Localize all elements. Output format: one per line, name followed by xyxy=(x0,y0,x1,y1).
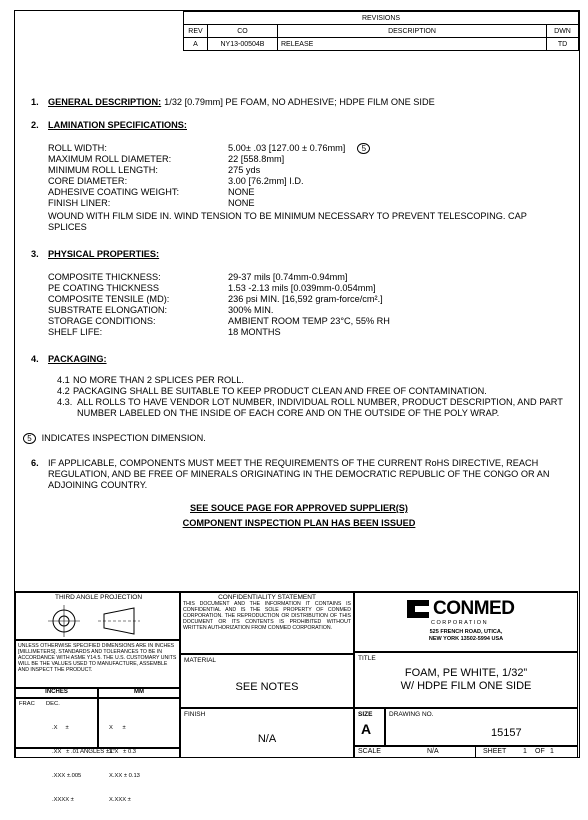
sheet-total: 1 xyxy=(550,748,554,755)
conmed-logo xyxy=(405,598,514,620)
spec-key: SUBSTRATE ELONGATION: xyxy=(48,305,168,315)
section-compliance xyxy=(31,458,567,491)
spec-row xyxy=(48,272,567,283)
spec-value: 5.00± .03 [127.00 ± 0.76mm] xyxy=(228,143,346,153)
spec-key: ROLL WIDTH: xyxy=(48,143,107,153)
address-line: 525 FRENCH ROAD, UTICA, xyxy=(429,629,503,635)
part-title: FOAM, PE WHITE, 1/32” xyxy=(404,667,528,679)
drawing-number-label: DRAWING NO. xyxy=(389,711,434,718)
co-cell: NY13-00504B xyxy=(208,38,278,51)
sheet-number: 1 xyxy=(523,748,527,755)
spec-row xyxy=(48,316,567,327)
part-title: W/ HDPE FILM ONE SIDE xyxy=(400,680,532,692)
item-number: 4.1 xyxy=(57,375,70,385)
revisions-table xyxy=(183,11,579,51)
spec-value: 300% MIN. xyxy=(228,305,274,315)
drawing-number-cell xyxy=(385,708,578,746)
spec-key: SHELF LIFE: xyxy=(48,327,103,337)
description-cell: RELEASE xyxy=(278,38,547,51)
spec-key: COMPOSITE THICKNESS: xyxy=(48,272,161,282)
rev-header: REV xyxy=(184,25,208,38)
scale-sheet-row xyxy=(354,746,578,758)
spec-value: AMBIENT ROOM TEMP 23°C, 55% RH xyxy=(228,316,390,326)
sheet-label: SHEET xyxy=(483,748,507,755)
scale-label: SCALE xyxy=(358,748,381,755)
drawing-number: 15157 xyxy=(491,727,522,739)
section-text: 1/32 [0.79mm] PE FOAM, NO ADHESIVE; HDPE FILM ONE SIDE xyxy=(164,97,435,107)
legend-text: INDICATES INSPECTION DIMENSION. xyxy=(41,433,206,443)
angles-tolerance: ANGLES ±1° xyxy=(15,748,180,758)
spec-key: MINIMUM ROLL LENGTH: xyxy=(48,165,158,175)
scale-value: N/A xyxy=(427,748,439,755)
confidentiality-cell xyxy=(180,592,354,654)
notes-body xyxy=(27,97,567,529)
spec-key: FINISH LINER: xyxy=(48,198,111,208)
spec-value: NONE xyxy=(228,198,255,208)
section-packaging xyxy=(31,354,567,419)
inches-header: INCHES xyxy=(15,688,98,698)
tolerance-value: .XXXX ± xyxy=(52,797,74,803)
title-cell xyxy=(354,652,578,708)
section-number: 2. xyxy=(31,120,39,130)
spec-row xyxy=(48,305,567,316)
dwn-header: DWN xyxy=(547,25,579,38)
projection-label: THIRD ANGLE PROJECTION xyxy=(54,594,143,601)
tolerance-value: .XX ± .01 xyxy=(52,749,80,755)
spec-row xyxy=(48,165,567,176)
logo-subtitle: CORPORATION xyxy=(431,620,489,626)
section-title: PHYSICAL PROPERTIES: xyxy=(48,249,160,259)
spec-row xyxy=(48,143,567,154)
title-block xyxy=(15,591,578,803)
description-header: DESCRIPTION xyxy=(278,25,547,38)
title-label: TITLE xyxy=(358,655,376,662)
spec-value: 29-37 mils [0.74mm-0.94mm] xyxy=(228,272,348,282)
projection-cell xyxy=(15,592,180,640)
spec-row xyxy=(48,283,567,294)
confidentiality-text: THIS DOCUMENT AND THE INFORMATION IT CONTAINS IS CONFIDENTIAL AND IS THE SOLE PROPERTY OF CONMED CORPORATION. THE REPRODUCTION OR DISTRIBUTION OF THIS DOCUMENT OR ITS CONTENTS IS PROHIBITED WITHOUT WRITTEN AUTHORIZATION FROM CONMED CORPORATION. xyxy=(183,601,351,631)
item-number: 4.2 xyxy=(57,386,70,396)
spec-key: COMPOSITE TENSILE (MD): xyxy=(48,294,170,304)
mm-tolerances xyxy=(98,698,180,803)
item-text: NO MORE THAN 2 SPLICES PER ROLL. xyxy=(73,375,244,385)
tolerance-value: .X ± xyxy=(52,725,69,731)
rev-cell: A xyxy=(184,38,208,51)
dec-label: DEC. xyxy=(46,701,60,707)
size-value: A xyxy=(361,721,372,737)
spec-value: 22 [558.8mm] xyxy=(228,154,285,164)
section-number: 1. xyxy=(31,97,39,107)
section-title: PACKAGING: xyxy=(48,354,107,364)
company-cell xyxy=(354,592,578,652)
material-cell xyxy=(180,654,354,708)
dwn-cell: TD xyxy=(547,38,579,51)
revisions-title: REVISIONS xyxy=(184,12,579,25)
spec-key: ADHESIVE COATING WEIGHT: xyxy=(48,187,180,197)
mm-header: MM xyxy=(98,688,180,698)
tolerance-value: X.XXX ± xyxy=(109,797,131,803)
spec-key: MAXIMUM ROLL DIAMETER: xyxy=(48,154,172,164)
logo-text: CONMED xyxy=(433,598,515,619)
co-header: CO xyxy=(208,25,278,38)
section-lamination xyxy=(31,120,567,233)
frac-label: FRAC xyxy=(19,701,35,707)
spec-row xyxy=(48,327,567,338)
finish-label: FINISH xyxy=(184,711,206,718)
address-line: NEW YORK 13502-5994 USA xyxy=(428,636,504,642)
spec-value: NONE xyxy=(228,187,255,197)
tolerance-value: .XXX ±.005 xyxy=(52,773,82,779)
section-number: 4. xyxy=(31,354,39,364)
confidentiality-title: CONFIDENTIALITY STATEMENT xyxy=(218,594,316,601)
table-row xyxy=(184,38,579,51)
tolerance-value: X.XX ± 0.13 xyxy=(109,773,140,779)
size-label: SIZE xyxy=(358,711,373,718)
list-item xyxy=(57,375,567,386)
third-angle-projection-icon xyxy=(46,603,166,639)
tolerance-value: X ± xyxy=(109,725,126,731)
item-text: ALL ROLLS TO HAVE VENDOR LOT NUMBER, INDIVIDUAL ROLL NUMBER, PRODUCT DESCRIPTION, AND PART NUMBER LABELED ON THE INSIDE OF EACH CORE AND ON THE OUTSIDE OF THE POLY WRAP. xyxy=(77,397,563,418)
inspection-plan-note: COMPONENT INSPECTION PLAN HAS BEEN ISSUED xyxy=(182,518,416,529)
inspection-symbol-icon: 5 xyxy=(23,433,36,444)
lamination-note: WOUND WITH FILM SIDE IN. WIND TENSION TO BE MINIMUM NECESSARY TO PREVENT TELESCOPING. CAP SPLICES xyxy=(48,211,527,232)
section-number: 3. xyxy=(31,249,39,259)
spec-row xyxy=(48,176,567,187)
section-general xyxy=(31,97,567,108)
item-number: 4.3. xyxy=(57,397,73,407)
section-title: GENERAL DESCRIPTION: xyxy=(48,97,162,107)
tolerance-note: UNLESS OTHERWISE SPECIFIED DIMENSIONS ARE IN INCHES [MILLIMETERS]. STANDARDS AND TOLERANCES TO BE IN ACCORDANCE WITH ASME Y14.5. THE U.S. CUSTOMARY UNITS WILL BE THE VALUES USED TO MANUFACTURE, ASSEMBLE AND INSPECT THE PRODUCT. xyxy=(15,640,180,688)
list-item xyxy=(57,397,567,419)
section-physical xyxy=(31,249,567,338)
drawing-sheet xyxy=(14,10,580,803)
spec-key: STORAGE CONDITIONS: xyxy=(48,316,156,326)
spec-value: 3.00 [76.2mm] I.D. xyxy=(228,176,304,186)
tolerance-value: X.X ± 0.3 xyxy=(109,749,137,755)
conmed-logo-icon xyxy=(405,598,431,620)
spec-value: 1.53 -2.13 mils [0.039mm-0.054mm] xyxy=(228,283,376,293)
material-value: SEE NOTES xyxy=(235,681,299,693)
spec-row xyxy=(48,154,567,165)
spec-key: PE COATING THICKNESS xyxy=(48,283,159,293)
spec-key: CORE DIAMETER: xyxy=(48,176,128,186)
size-cell xyxy=(354,708,385,746)
spec-row xyxy=(48,187,567,198)
of-label: OF xyxy=(535,748,545,755)
supplier-note: SEE SOUCE PAGE FOR APPROVED SUPPLIER(S) xyxy=(190,503,408,514)
section-number: 6. xyxy=(31,458,39,469)
finish-value: N/A xyxy=(257,733,277,745)
spec-value: 275 yds xyxy=(228,165,261,175)
material-label: MATERIAL xyxy=(184,657,217,664)
spec-value: 18 MONTHS xyxy=(228,327,281,337)
section-inspection-legend xyxy=(23,433,567,444)
spec-value: 236 psi MIN. [16,592 gram-force/cm².] xyxy=(228,294,383,304)
finish-cell xyxy=(180,708,354,758)
section-text: IF APPLICABLE, COMPONENTS MUST MEET THE REQUIREMENTS OF THE CURRENT RoHS DIRECTIVE, REACH REGULATION, AND BE FREE OF MINERALS ORIGINATING IN THE DEMOCRATIC REPUBLIC OF THE CONGO OR AN ADJOINING COUNTRY. xyxy=(48,458,550,491)
spec-row xyxy=(48,198,567,209)
inspection-symbol-icon: 5 xyxy=(357,143,370,154)
spec-row xyxy=(48,294,567,305)
item-text: PACKAGING SHALL BE SUITABLE TO KEEP PRODUCT CLEAN AND FREE OF CONTAMINATION. xyxy=(73,386,487,396)
list-item xyxy=(57,386,567,397)
section-title: LAMINATION SPECIFICATIONS: xyxy=(48,120,187,130)
